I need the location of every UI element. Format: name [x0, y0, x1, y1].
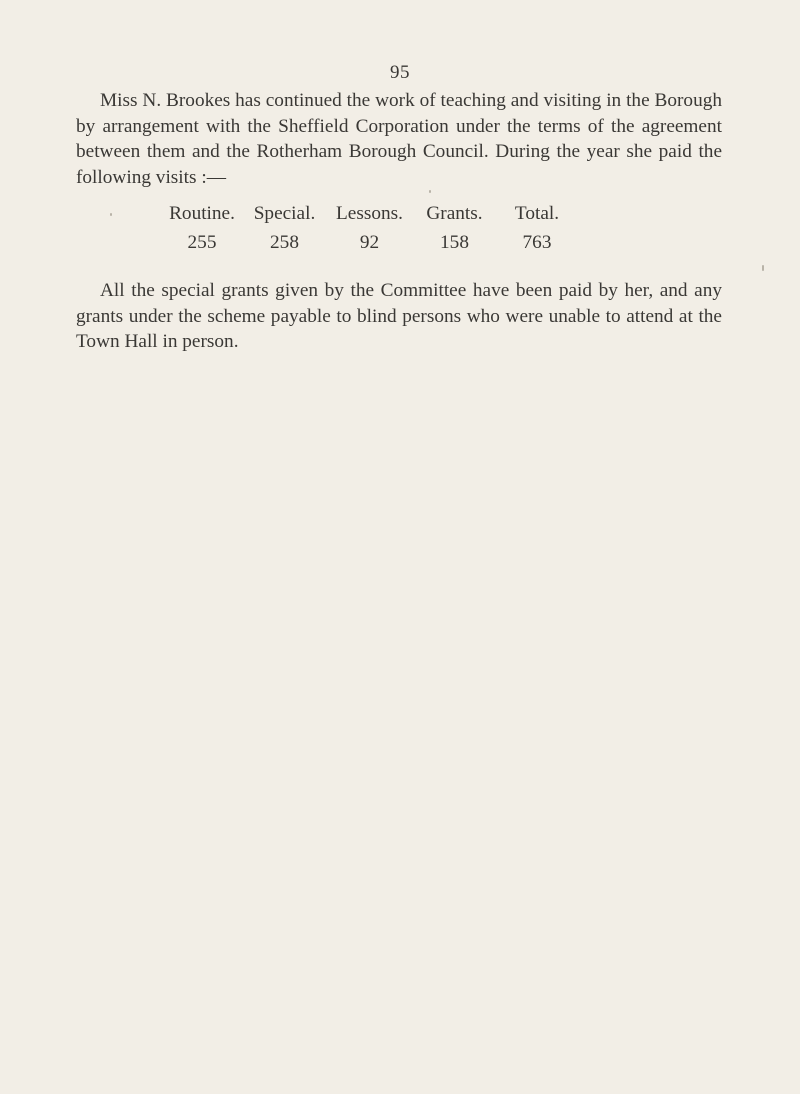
value-grants: 158	[440, 232, 469, 253]
table-header-row	[162, 203, 577, 231]
visits-table	[162, 203, 577, 258]
header-total: Total.	[514, 203, 560, 224]
header-routine: Routine.	[169, 203, 235, 224]
paper-speck	[762, 265, 764, 271]
table-row	[162, 231, 577, 258]
value-routine: 255	[187, 232, 217, 253]
paragraph-special-grants: All the special grants given by the Committee have been paid by her, and any grants under the scheme payable to blind persons who were unable to attend at the Town Hall in person.	[76, 280, 722, 352]
value-lessons: 92	[359, 232, 380, 253]
page-number: 95	[390, 62, 410, 83]
value-total: 763	[522, 232, 552, 253]
header-grants: Grants.	[426, 203, 483, 224]
paper-speck	[429, 190, 431, 193]
value-special: 258	[270, 232, 299, 253]
header-special: Special.	[253, 203, 316, 224]
header-lessons: Lessons.	[336, 203, 403, 224]
paper-speck	[110, 213, 112, 216]
paragraph-visits-intro: Miss N. Brookes has continued the work of teaching and visiting in the Borough by arrangement with the Sheffield Corporation under the terms of the agreement between them and the Rotherham Borough Council. During the year she paid the following visits :—	[76, 90, 722, 188]
